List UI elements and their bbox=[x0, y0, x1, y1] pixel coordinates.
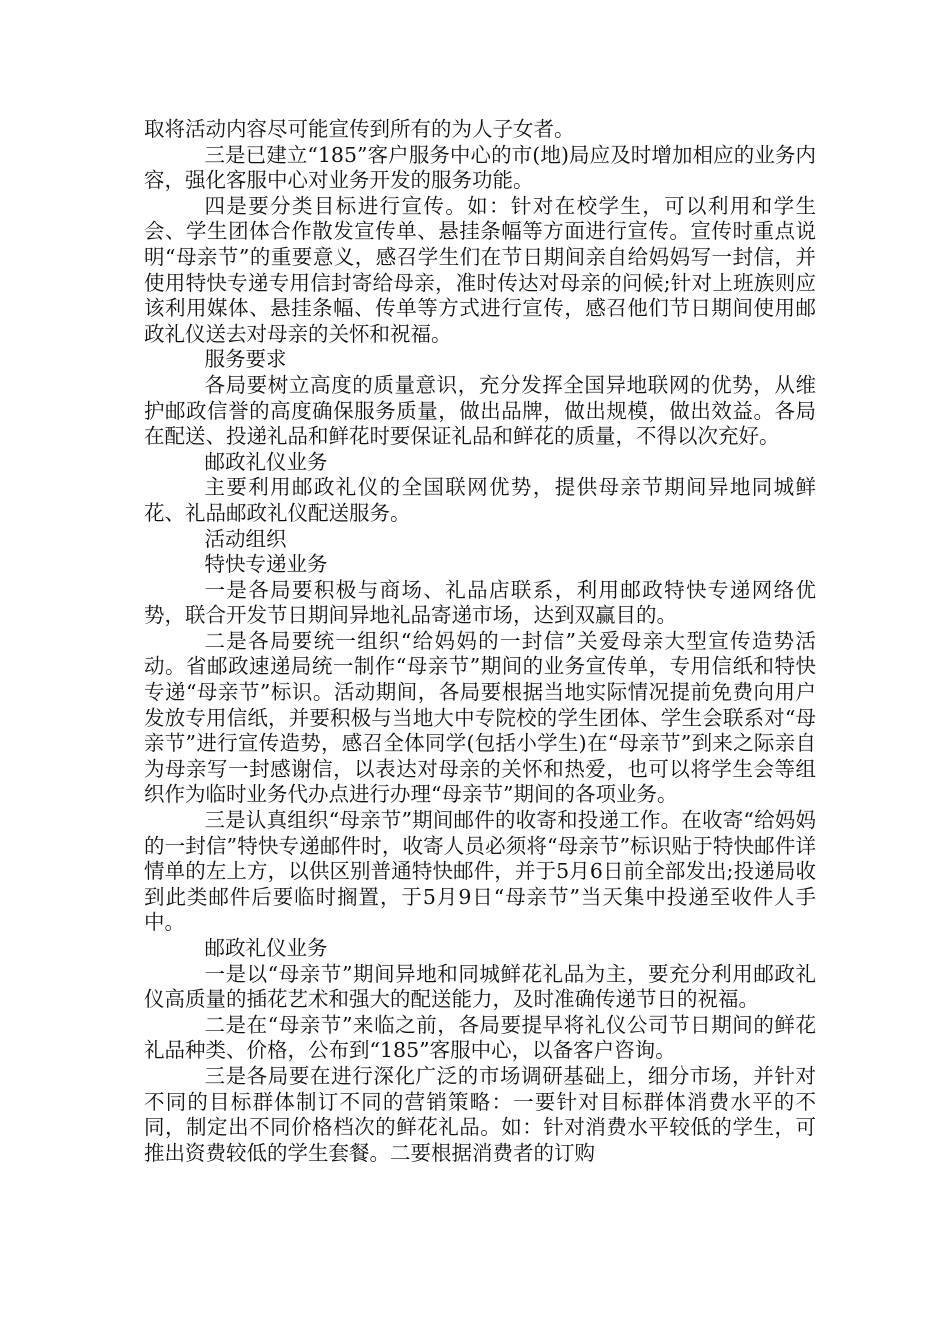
section-heading-activity-organization: 活动组织 bbox=[204, 526, 287, 551]
paragraph-1: 取将活动内容尽可能宣传到所有的为人子女者。 bbox=[144, 117, 575, 141]
section-heading-service-requirements: 服务要求 bbox=[204, 347, 287, 372]
paragraph-12: 三是认真组织“母亲节”期间邮件的收寄和投递工作。在收寄“给妈妈的一封信”特快专递邮件时，收寄人员必须将“母亲节”标识贴于特快邮件详情单的左上方，以供区别普通特快邮件，并于5月6日前全部发出;投递局收到此类邮件后要临时搁置，于5月9日“母亲节”当天集中投递至收件人手中。 bbox=[144, 808, 816, 935]
paragraph-3: 四是要分类目标进行宣传。如：针对在校学生，可以利用和学生会、学生团体合作散发宣传单、悬挂条幅等方面进行宣传。宣传时重点说明“母亲节”的重要意义，感召学生们在节日期间亲自给妈妈写一封信，并使用特快专递专用信封寄给母亲，准时传达对母亲的问候;针对上班族则应该利用媒体、悬挂条幅、传单等方式进行宣传，感召他们节日期间使用邮政礼仪送去对母亲的关怀和祝福。 bbox=[144, 193, 816, 346]
section-heading-postal-etiquette: 邮政礼仪业务 bbox=[204, 449, 328, 474]
paragraph-16: 三是各局要在进行深化广泛的市场调研基础上，细分市场，并针对不同的目标群体制订不同的营销策略：一要针对目标群体消费水平的不同，制定出不同价格档次的鲜花礼品。如：针对消费水平较低的学生，可推出资费较低的学生套餐。二要根据消费者的订购 bbox=[144, 1063, 816, 1165]
paragraph-15: 二是在“母亲节”来临之前，各局要提早将礼仪公司节日期间的鲜花礼品种类、价格，公布到“185”客服中心，以备客户咨询。 bbox=[144, 1012, 816, 1063]
paragraph-7: 主要利用邮政礼仪的全国联网优势，提供母亲节期间异地同城鲜花、礼品邮政礼仪配送服务。 bbox=[144, 475, 816, 525]
section-heading-express-delivery: 特快专递业务 bbox=[204, 552, 328, 577]
section-heading-postal-etiquette-2: 邮政礼仪业务 bbox=[204, 936, 328, 960]
paragraph-2: 三是已建立“185”客户服务中心的市(地)局应及时增加相应的业务内容，强化客服中心对业务开发的服务功能。 bbox=[144, 142, 816, 193]
paragraph-11: 二是各局要统一组织“给妈妈的一封信”关爱母亲大型宣传造势活动。省邮政速递局统一制作“母亲节”期间的业务宣传单，专用信纸和特快专递“母亲节”标识。活动期间，各局要根据当地实际情况提前免费向用户发放专用信纸，并要积极与当地大中专院校的学生团体、学生会联系对“母亲节”进行宣传造势，感召全体同学(包括小学生)在“母亲节”到来之际亲自为母亲写一封感谢信，以表达对母亲的关怀和热爱，也可以将学生会等组织作为临时业务代办点进行办理“母亲节”期间的各项业务。 bbox=[144, 628, 816, 807]
paragraph-14: 一是以“母亲节”期间异地和同城鲜花礼品为主，要充分利用邮政礼仪高质量的插花艺术和强大的配送能力，及时准确传递节日的祝福。 bbox=[144, 961, 816, 1012]
paragraph-10: 一是各局要积极与商场、礼品店联系，利用邮政特快专递网络优势，联合开发节日期间异地礼品寄递市场，达到双赢目的。 bbox=[144, 577, 816, 628]
paragraph-5: 各局要树立高度的质量意识，充分发挥全国异地联网的优势，从维护邮政信誉的高度确保服务质量，做出品牌，做出规模，做出效益。各局在配送、投递礼品和鲜花时要保证礼品和鲜花的质量，不得以次充好。 bbox=[144, 372, 816, 449]
